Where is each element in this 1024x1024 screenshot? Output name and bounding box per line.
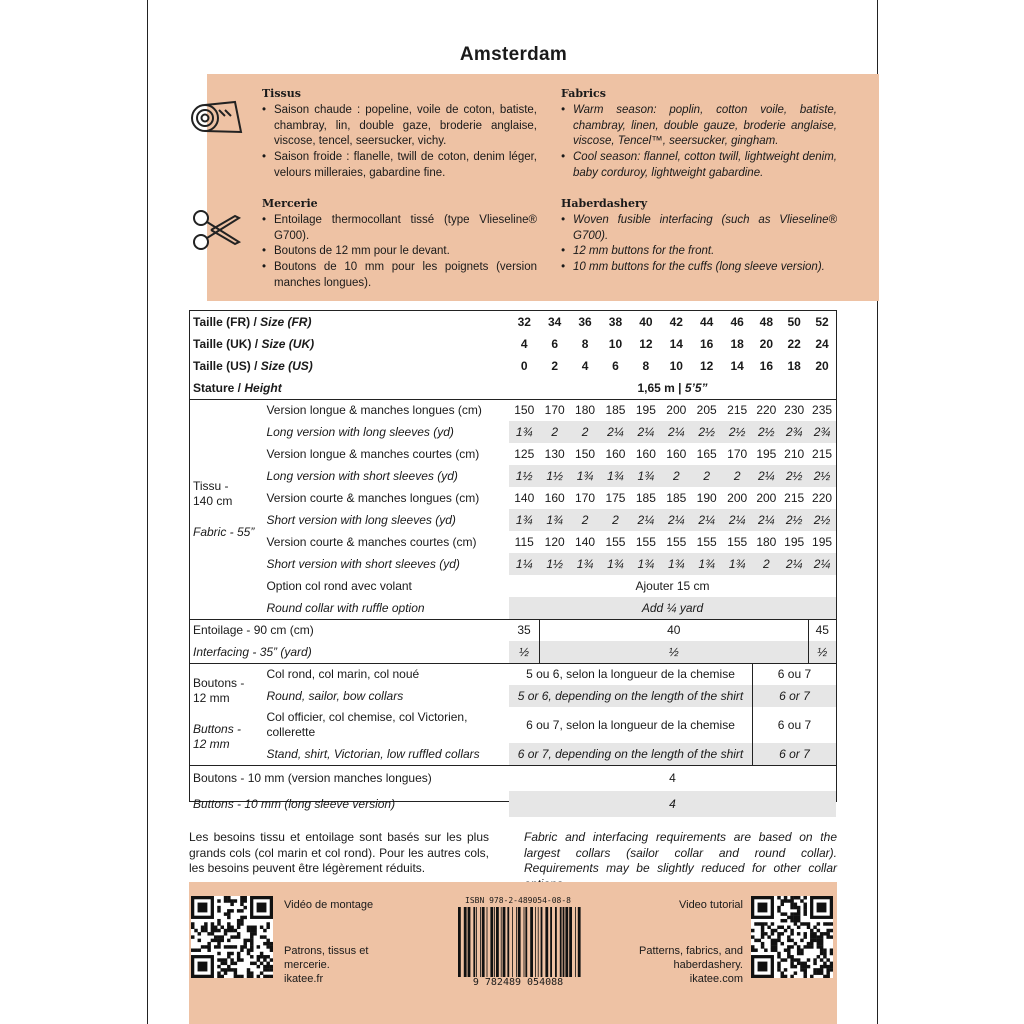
table-row xyxy=(190,743,836,765)
table-cell: 195 xyxy=(784,535,805,549)
list-item: • Boutons de 12 mm pour le devant. xyxy=(262,244,537,260)
table-row xyxy=(190,597,836,619)
table-cell: 50 xyxy=(787,315,801,329)
fabric-row-label: Short version with short sleeves (yd) xyxy=(266,557,460,571)
table-cell: 2¼ xyxy=(780,553,808,575)
table-cell: 38 xyxy=(608,315,623,329)
button-count-a: 5 ou 6, selon la longueur de la chemise xyxy=(509,663,752,685)
haberdashery-en xyxy=(561,196,837,276)
list-item: • Warm season: poplin, cotton voile, batiste, chambray, linen, double gauze, broderie anglaise, viscose, Tencel™, seersucker, gingham. xyxy=(561,103,837,150)
fabric-row-label: Long version with short sleeves (yd) xyxy=(266,469,458,483)
table-cell: 22 xyxy=(787,337,801,351)
table-cell: 1¾ xyxy=(631,465,661,487)
table-cell: 14 xyxy=(730,359,744,373)
table-cell: 32 xyxy=(517,315,531,329)
table-cell: 220 xyxy=(752,399,780,421)
table-cell: 2 xyxy=(570,509,600,531)
table-cell: 2¼ xyxy=(808,553,836,575)
table-cell: 155 xyxy=(635,535,656,549)
table-cell: 160 xyxy=(666,447,687,461)
table-cell: 175 xyxy=(605,491,626,505)
table-cell: 52 xyxy=(815,315,829,329)
table-row xyxy=(190,553,836,575)
table-cell: 44 xyxy=(700,315,714,329)
button-count-b: 6 ou 7 xyxy=(752,663,836,685)
table-cell: 2¼ xyxy=(752,509,780,531)
table-cell: 160 xyxy=(635,447,656,461)
list-item: • Cool season: flannel, cotton twill, lightweight denim, baby corduroy, lightweight gabardine. xyxy=(561,150,837,182)
row-label xyxy=(190,311,509,333)
table-cell: 2¼ xyxy=(752,465,780,487)
scissors-icon xyxy=(191,208,243,252)
site-link-en[interactable]: ikatee.com xyxy=(689,973,743,985)
fabric-row-label: Short version with long sleeves (yd) xyxy=(266,513,456,527)
table-row xyxy=(190,791,836,817)
table-cell: 185 xyxy=(635,491,656,505)
table-cell: 230 xyxy=(780,399,808,421)
table-cell: 1¾ xyxy=(722,553,753,575)
table-cell: 215 xyxy=(784,491,805,505)
size-chart-table xyxy=(189,310,837,811)
fabric-label-fr: Tissu - 140 cm xyxy=(193,478,233,508)
buttons10-value: 4 xyxy=(509,765,836,791)
table-cell: 1¾ xyxy=(570,465,600,487)
fabric-group-label xyxy=(190,399,263,619)
table-cell: 200 xyxy=(756,491,777,505)
video-label-en: Video tutorial xyxy=(678,899,743,911)
haberdashery-en-heading: Haberdashery xyxy=(561,197,648,210)
qr-code-fr xyxy=(191,896,273,978)
table-cell: 210 xyxy=(784,447,805,461)
shop-label-en: Patterns, fabrics, and haberdashery. xyxy=(639,945,743,971)
table-cell: 170 xyxy=(575,491,596,505)
table-cell: 2¾ xyxy=(780,421,808,443)
qr-code-en xyxy=(751,896,833,978)
note-en: Fabric and interfacing requirements are based on the largest collars (sailor collar and round collar). Requirements may be slightly reduced for other collar xyxy=(524,830,837,875)
table-cell: 18 xyxy=(787,359,801,373)
table-cell: 40 xyxy=(639,315,653,329)
table-cell: 1¾ xyxy=(691,553,721,575)
table-cell: 2 xyxy=(691,465,721,487)
collar-option-label: Round collar with ruffle option xyxy=(266,600,425,615)
list-item: • 12 mm buttons for the front. xyxy=(561,244,837,260)
table-row xyxy=(190,487,836,509)
table-cell: 2¼ xyxy=(631,509,661,531)
table-cell: 195 xyxy=(812,535,833,549)
table-cell: ½ xyxy=(539,641,808,663)
button-count-a: 6 or 7, depending on the length of the shirt xyxy=(509,743,752,765)
table-cell: 2 xyxy=(539,421,569,443)
list-item: • Boutons de 10 mm pour les poignets (version manches longues). xyxy=(262,260,537,292)
table-cell: 1¾ xyxy=(509,509,539,531)
table-cell: 4 xyxy=(581,359,589,373)
table-cell: ½ xyxy=(509,641,539,663)
table-cell: 160 xyxy=(544,491,565,505)
collar-type-label: Round, sailor, bow collars xyxy=(266,689,404,703)
table-cell: 2½ xyxy=(691,421,721,443)
table-cell: 2½ xyxy=(752,421,780,443)
table-cell: 8 xyxy=(642,359,650,373)
table-cell: 1½ xyxy=(539,465,569,487)
height-en: 5’5” xyxy=(684,380,708,395)
table-cell: 155 xyxy=(666,535,687,549)
isbn-text: ISBN 978-2-489054-08-8 xyxy=(465,896,571,905)
fabrics-en xyxy=(561,86,837,182)
table-cell: 190 xyxy=(696,491,717,505)
table-cell: 14 xyxy=(669,337,683,351)
fabrics-fr xyxy=(262,86,537,182)
table-cell: 48 xyxy=(759,315,774,329)
fabric-row-label: Version longue & manches courtes (cm) xyxy=(266,447,480,461)
table-cell: 2¼ xyxy=(661,421,691,443)
table-cell: 2¾ xyxy=(808,421,836,443)
label-en: Height xyxy=(244,380,282,395)
table-cell: 235 xyxy=(808,399,836,421)
fabric-roll-icon xyxy=(189,94,245,142)
label-en: Size (US) xyxy=(260,359,313,373)
table-cell: 115 xyxy=(514,535,534,549)
fabric-row-label: Long version with long sleeves (yd) xyxy=(266,425,454,439)
table-cell: 18 xyxy=(730,337,744,351)
table-row xyxy=(190,355,836,377)
fabric-row-label: Version courte & manches longues (cm) xyxy=(266,491,480,505)
haberdashery-fr-heading: Mercerie xyxy=(262,197,318,210)
button-count-a: 6 ou 7, selon la longueur de la chemise xyxy=(526,718,735,732)
buttons12-label-en: Buttons - 12 mm xyxy=(193,722,242,751)
table-cell: 4 xyxy=(520,337,528,351)
table-cell: 1¾ xyxy=(600,465,630,487)
label-en: Size (FR) xyxy=(260,315,312,329)
table-cell: 2¼ xyxy=(631,421,661,443)
buttons12-group-label xyxy=(190,663,263,765)
collar-option-value: Add ¼ yard xyxy=(509,597,836,619)
table-row xyxy=(190,707,836,743)
table-cell: 1¾ xyxy=(600,553,630,575)
label-en: Size (UK) xyxy=(261,337,315,351)
table-cell: 130 xyxy=(544,447,565,461)
table-cell: 185 xyxy=(666,491,687,505)
table-row xyxy=(190,399,836,421)
height-value xyxy=(509,377,836,399)
table-cell: 2½ xyxy=(780,509,808,531)
table-row xyxy=(190,641,836,663)
table-cell: 1¾ xyxy=(509,421,539,443)
table-row xyxy=(190,377,836,399)
table-cell: 205 xyxy=(691,399,721,421)
table-cell: 2 xyxy=(570,421,600,443)
table-cell: 6 xyxy=(551,337,558,351)
table-cell: 45 xyxy=(808,619,836,641)
table-cell: 20 xyxy=(759,337,774,351)
row-label xyxy=(190,355,509,377)
table-cell: 20 xyxy=(815,359,829,373)
video-label-fr: Vidéo de montage xyxy=(284,899,374,911)
table-cell: 1¼ xyxy=(509,553,539,575)
table-cell: 155 xyxy=(696,535,717,549)
collar-type-label: Col officier, col chemise, col Victorien, collerette xyxy=(266,710,468,739)
table-cell: 120 xyxy=(544,535,565,549)
collar-option-label: Option col rond avec volant xyxy=(266,579,412,593)
table-cell: 42 xyxy=(669,315,683,329)
page-title: Amsterdam xyxy=(459,44,568,65)
table-cell: 12 xyxy=(639,337,653,351)
table-cell: 2¼ xyxy=(722,509,753,531)
button-count-b: 6 or 7 xyxy=(752,743,836,765)
table-cell: 24 xyxy=(815,337,829,351)
barcode-number: 9 782489 054088 xyxy=(472,977,564,988)
table-cell: 2½ xyxy=(722,421,753,443)
table-cell: 1¾ xyxy=(661,553,691,575)
table-cell: 2¼ xyxy=(691,509,721,531)
button-count-b: 6 or 7 xyxy=(752,685,836,707)
table-cell: 195 xyxy=(631,399,661,421)
height-fr: 1,65 m | xyxy=(637,380,685,395)
table-cell: 2¼ xyxy=(600,421,630,443)
note-fr: Les besoins tissu et entoilage sont basés sur les plus grands cols (col marin et col rond). Pour les autres cols, les besoins peuvent être légèrement réduits. xyxy=(189,830,489,875)
buttons10-value: 4 xyxy=(509,791,836,817)
fabrics-en-heading: Fabrics xyxy=(561,87,606,100)
haberdashery-fr xyxy=(262,196,537,292)
table-cell: 2¼ xyxy=(661,509,691,531)
table-cell: 2½ xyxy=(808,509,836,531)
list-item: • Saison chaude : popeline, voile de coton, batiste, chambray, lin, double gaze, broderie anglaise, viscose, tencel, seersucker, vichy. xyxy=(262,103,537,150)
table-cell: 16 xyxy=(759,359,774,373)
table-cell: 170 xyxy=(539,399,569,421)
table-cell: 200 xyxy=(727,491,748,505)
table-cell: 2 xyxy=(551,359,558,373)
buttons10-label: Boutons - 10 mm (version manches longues) xyxy=(190,765,509,791)
table-cell: 1½ xyxy=(539,553,569,575)
table-cell: 1¾ xyxy=(539,509,569,531)
shop-label-fr: Patrons, tissus et mercerie. xyxy=(284,945,369,971)
pattern-back-sheet xyxy=(147,0,878,1024)
table-cell: 140 xyxy=(514,491,535,505)
table-row xyxy=(190,421,836,443)
list-item: • Entoilage thermocollant tissé (type Vlieseline® G700). xyxy=(262,213,537,245)
label-fr: Taille (US) / xyxy=(193,359,261,373)
table-cell: 2½ xyxy=(780,465,808,487)
table-row xyxy=(190,685,836,707)
fabric-row-label: Version courte & manches courtes (cm) xyxy=(266,535,477,549)
table-cell: 1¾ xyxy=(570,553,600,575)
table-cell: 12 xyxy=(700,359,714,373)
table-row xyxy=(190,765,836,791)
table-cell: 36 xyxy=(578,315,592,329)
interfacing-label: Interfacing - 35” (yard) xyxy=(193,644,312,659)
label-fr: Taille (UK) / xyxy=(193,337,262,351)
list-item: • Woven fusible interfacing (such as Vlieseline® G700). xyxy=(561,213,837,245)
table-cell: 170 xyxy=(727,447,748,461)
table-cell: 2 xyxy=(722,465,753,487)
table-cell: 150 xyxy=(509,399,539,421)
collar-option-value: Ajouter 15 cm xyxy=(635,579,710,593)
table-cell: 10 xyxy=(669,359,683,373)
table-row xyxy=(190,575,836,597)
row-label xyxy=(190,333,509,355)
label-fr: Taille (FR) / xyxy=(193,315,261,329)
materials-panel xyxy=(207,74,879,301)
table-row xyxy=(190,619,836,641)
collar-type-label: Col rond, col marin, col noué xyxy=(263,663,509,685)
table-cell: 195 xyxy=(756,447,777,461)
list-item: • Saison froide : flanelle, twill de coton, denim léger, velours milleraies, gabardine fine. xyxy=(262,150,537,182)
table-cell: 2½ xyxy=(808,465,836,487)
table-cell: 35 xyxy=(509,619,539,641)
list-item: • 10 mm buttons for the cuffs (long sleeve version). xyxy=(561,260,837,276)
buttons12-label-fr: Boutons - 12 mm xyxy=(193,676,245,705)
table-cell: 140 xyxy=(575,535,596,549)
table-row xyxy=(190,465,836,487)
table-row xyxy=(190,443,836,465)
table-cell: 155 xyxy=(727,535,748,549)
table-row xyxy=(190,311,836,333)
table-cell: 34 xyxy=(547,315,562,329)
table-cell: 10 xyxy=(608,337,623,351)
table-cell: 180 xyxy=(756,535,777,549)
fabric-label-en: Fabric - 55” xyxy=(193,524,255,539)
fabrics-fr-heading: Tissus xyxy=(262,87,301,100)
table-cell: 125 xyxy=(514,447,535,461)
collar-type-label: Stand, shirt, Victorian, low ruffled collars xyxy=(266,746,480,761)
isbn-barcode xyxy=(454,896,582,988)
table-cell: 215 xyxy=(812,447,833,461)
buttons10-label: Buttons - 10 mm (long sleeve version) xyxy=(193,797,396,811)
table-cell: 0 xyxy=(520,359,528,373)
table-row xyxy=(190,531,836,553)
interfacing-label: Entoilage - 90 cm (cm) xyxy=(190,619,509,641)
table-cell: 200 xyxy=(661,399,691,421)
table-cell: 1¾ xyxy=(631,553,661,575)
table-cell: 16 xyxy=(700,337,714,351)
fabric-row-label: Version longue & manches longues (cm) xyxy=(263,399,509,421)
table-cell: ½ xyxy=(808,641,836,663)
label-fr: Stature / xyxy=(193,380,245,395)
footer-panel xyxy=(189,882,837,1024)
table-cell: 8 xyxy=(581,337,589,351)
table-cell: 40 xyxy=(539,619,808,641)
table-row xyxy=(190,333,836,355)
table-row xyxy=(190,663,836,685)
table-cell: 2 xyxy=(661,465,691,487)
button-count-b: 6 ou 7 xyxy=(752,707,836,743)
table-cell: 150 xyxy=(575,447,596,461)
table-cell: 1½ xyxy=(509,465,539,487)
table-cell: 165 xyxy=(696,447,717,461)
row-label xyxy=(190,377,509,399)
site-link-fr[interactable]: ikatee.fr xyxy=(284,973,324,985)
table-cell: 6 xyxy=(612,359,619,373)
table-cell: 155 xyxy=(605,535,626,549)
table-cell: 2 xyxy=(600,509,630,531)
table-cell: 215 xyxy=(722,399,753,421)
table-cell: 2 xyxy=(752,553,780,575)
table-cell: 46 xyxy=(730,315,744,329)
table-cell: 185 xyxy=(600,399,630,421)
table-row xyxy=(190,509,836,531)
table-cell: 220 xyxy=(812,491,833,505)
button-count-a: 5 or 6, depending on the length of the shirt xyxy=(509,685,752,707)
table-cell: 160 xyxy=(605,447,626,461)
table-cell: 180 xyxy=(570,399,600,421)
